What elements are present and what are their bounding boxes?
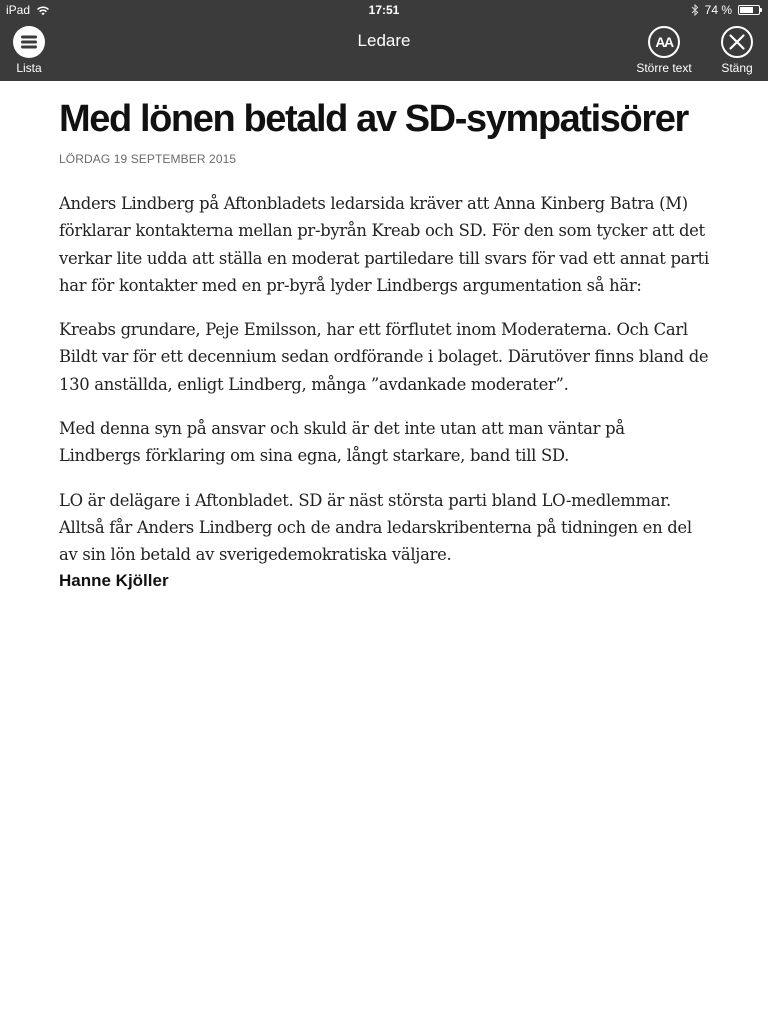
battery-icon [738, 5, 760, 15]
text-size-glyph: AA [655, 34, 673, 50]
article-author: Hanne Kjöller [59, 570, 169, 590]
article [59, 96, 709, 591]
list-button-label: Lista [16, 61, 42, 75]
larger-text-label: Större text [636, 61, 692, 75]
bluetooth-icon [691, 4, 699, 16]
close-icon [721, 26, 753, 58]
article-paragraph: Anders Lindberg på Aftonbladets ledarsida kräver att Anna Kinberg Batra (M) förklarar kontakterna mellan pr-byrån Kreab och SD. För den som tycker att det verkar lite udda att ställa en moderat partiledare till svars för vad ett annat parti har för kontakter med en pr-byrå lyder Lindbergs argumentation så här: [59, 194, 709, 295]
larger-text-button[interactable] [636, 26, 692, 75]
status-bar [0, 0, 768, 20]
nav-title: Ledare [357, 31, 411, 50]
article-paragraph: Med denna syn på ansvar och skuld är det inte utan att man väntar på Lindbergs förklaring om sina egna, långt starkare, band till SD. [59, 419, 625, 466]
close-button-label: Stäng [721, 61, 753, 75]
close-button[interactable] [718, 26, 756, 75]
device-label: iPad [6, 3, 31, 17]
article-headline: Med lönen betald av SD-sympatisörer [59, 98, 688, 140]
article-paragraph: LO är delägare i Aftonbladet. SD är näst största parti bland LO-medlemmar. Alltså får Anders Lindberg och de andra ledarskribenterna på tidningen en del av sin lön betald av sverigedemokratiska väljare. [59, 490, 692, 565]
article-date: LÖRDAG 19 SEPTEMBER 2015 [59, 152, 237, 166]
status-time: 17:51 [368, 3, 400, 17]
top-bar [0, 0, 768, 81]
text-size-icon [648, 26, 680, 58]
battery-percent: 74 % [704, 3, 732, 17]
article-paragraph: Kreabs grundare, Peje Emilsson, har ett förflutet inom Moderaterna. Och Carl Bildt var för ett decennium sedan ordförande i bolaget. Därutöver finns bland de 130 anställda, enligt Lindberg, många ”avdankade moderater”. [59, 320, 709, 394]
